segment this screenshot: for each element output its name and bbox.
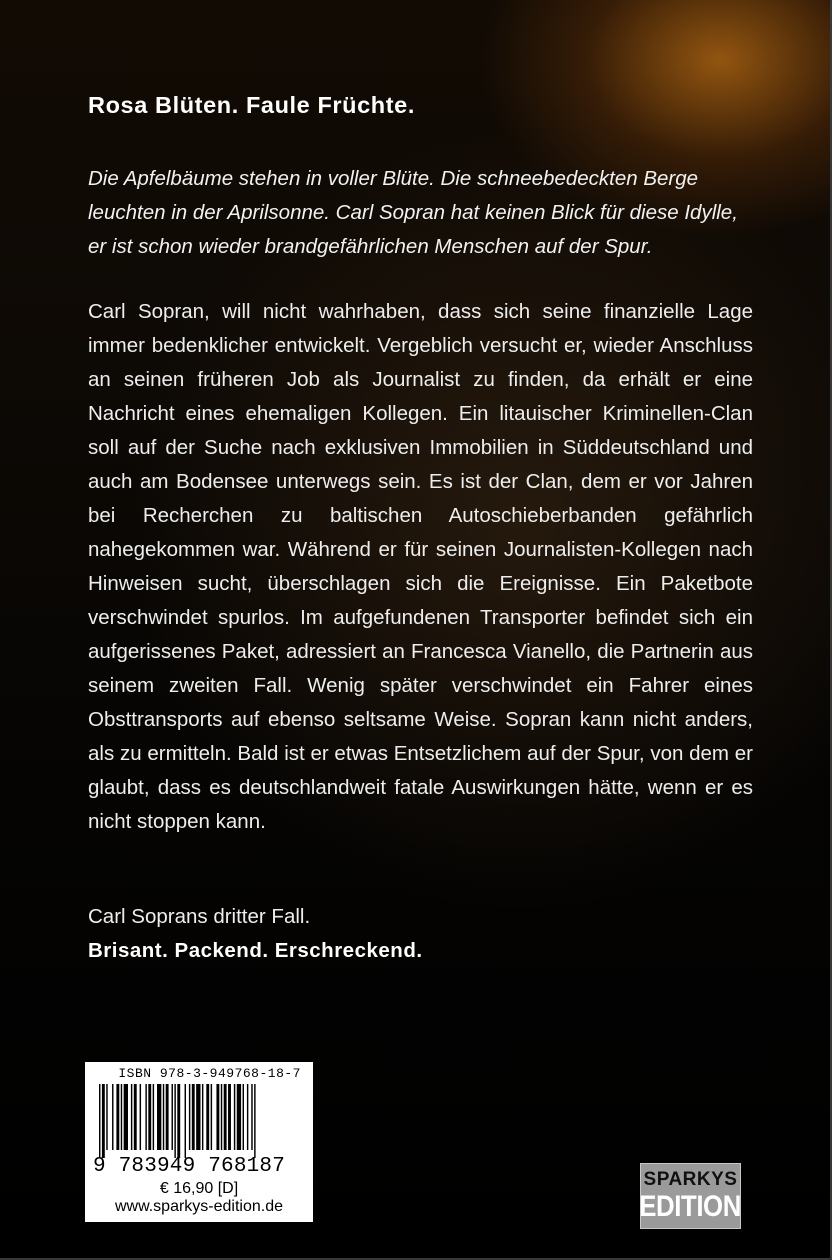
barcode-bar [112, 1084, 113, 1150]
barcode-bar [134, 1084, 137, 1150]
barcode-bar [172, 1084, 173, 1150]
publisher-logo [640, 1163, 741, 1229]
barcode-bar [251, 1084, 252, 1150]
barcode-bar [116, 1084, 119, 1150]
barcode-bar [189, 1084, 190, 1150]
series-line: Carl Soprans dritter Fall. [88, 905, 311, 928]
barcode-bar [153, 1084, 154, 1150]
barcode-bar [216, 1084, 219, 1150]
barcode-bar [102, 1084, 105, 1158]
price: € 16,90 [D] [159, 1180, 239, 1197]
barcode-bar [247, 1084, 248, 1150]
barcode-bar [99, 1084, 100, 1158]
barcode-bar [121, 1084, 122, 1150]
barcode-bar [221, 1084, 222, 1150]
barcode-bar [192, 1084, 195, 1150]
barcode-bar [145, 1084, 146, 1150]
barcode-bar [140, 1084, 141, 1150]
publisher-url: www.sparkys-edition.de [114, 1198, 284, 1215]
barcode-bar [196, 1084, 200, 1150]
barcode-bar [202, 1084, 203, 1150]
logo-line-sparkys: SPARKYS [643, 1169, 738, 1190]
barcode-bar [166, 1084, 169, 1150]
barcode-bar [177, 1084, 180, 1158]
barcode-bar [106, 1084, 107, 1150]
logo-line-edition: EDITION [639, 1190, 742, 1223]
barcode-bar [157, 1084, 161, 1150]
isbn-barcode-block [85, 1062, 313, 1222]
barcode-bar [174, 1084, 175, 1158]
barcode-bar [185, 1084, 186, 1158]
barcode-bar [243, 1084, 244, 1150]
barcode-bar [163, 1084, 164, 1150]
barcode-bar [131, 1084, 132, 1150]
teaser-text: Die Apfelbäume stehen in voller Blüte. Die schneebedeckten Berge leuchten in der Aprilsonne. Carl Sopran hat keinen Blick für diese Idylle, er ist schon wieder brandgefährlichen Menschen auf der Spur. [88, 167, 738, 258]
blurb-text: Carl Sopran, will nicht wahrhaben, dass sich seine finanzielle Lage immer bedenklicher entwickelt. Vergeblich versucht er, wieder Anschluss an seinen früheren Job als Journalist zu finden, da erhält er eine Nachricht eines ehemaligen Kollegen. Ein litauischer Kriminellen-Clan soll auf der Suche nach exklusiven Immobilien in Süddeutschland und auch am Bodensee unterwegs sein. Es ist der Clan, dem er vor Jahren bei Recherchen zu baltischen Autoschieberbanden gefährlich nahegekommen war. Während er für seinen Journalisten-Kollegen nach Hinweisen sucht, überschlagen sich die Ereignisse. Ein Paketbote verschwindet spurlos. Im aufgefundenen Transporter befindet sich ein aufgerissenes Paket, adressiert an Francesca Vianello, die Partnerin aus seinem zweiten Fall. Wenig später verschwindet ein Fahrer eines Obsttransports auf ebenso seltsame Weise. Sopran kann nicht anders, als zu ermitteln. Bald ist er etwas Entsetzlichem auf der Spur, von dem er glaubt, dass es deutschlandweit fatale Auswirkungen hätte, wenn er es nicht stoppen kann. [88, 300, 753, 833]
barcode-bar [228, 1084, 231, 1150]
barcode-bar [234, 1084, 235, 1150]
isbn-label: ISBN 978-3-949768-18-7 [118, 1066, 301, 1081]
isbn-digits: 9 783949 768187 [93, 1155, 286, 1178]
barcode-bars [93, 1084, 305, 1158]
tagline: Brisant. Packend. Erschreckend. [88, 939, 423, 962]
barcode-bar [224, 1084, 227, 1150]
barcode-bar [211, 1084, 212, 1150]
book-title: Rosa Blüten. Faule Früchte. [88, 92, 415, 118]
barcode-bar [148, 1084, 151, 1150]
barcode-bar [206, 1084, 209, 1150]
barcode-bar [124, 1084, 128, 1150]
barcode-bar [254, 1084, 255, 1158]
barcode-bar [237, 1084, 241, 1150]
